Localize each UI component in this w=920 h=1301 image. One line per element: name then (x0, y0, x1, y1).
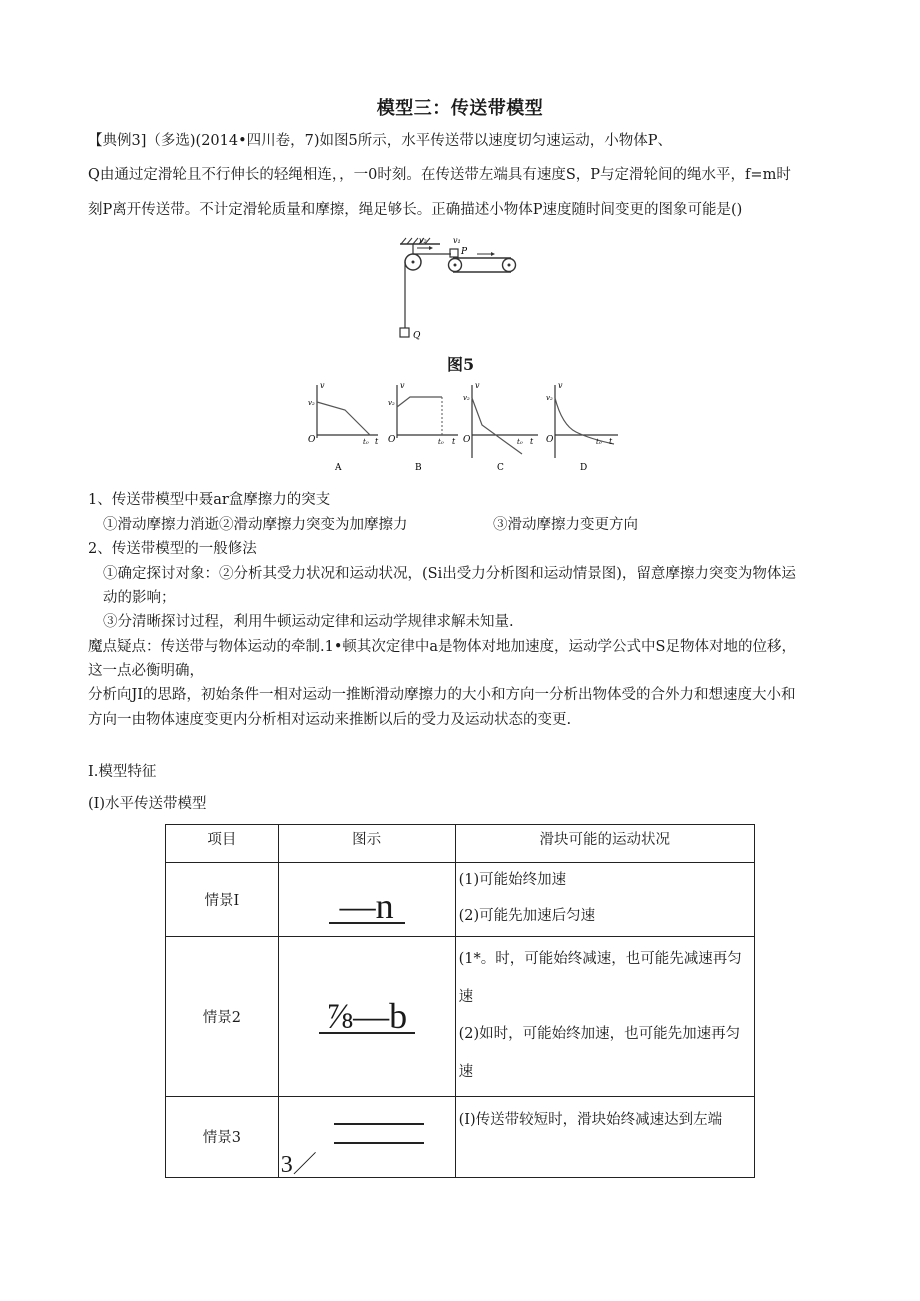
label-p: P (461, 247, 468, 257)
figure-5-caption: 图5 (447, 355, 475, 374)
section-2-line-2: 动的影响； (103, 590, 176, 606)
graph-d-curve (555, 398, 614, 444)
graph-a-v: v (320, 381, 325, 390)
example-line-2: Q由通过定滑轮且不行伸长的轻绳相连，，一0时刻。在传送带左端具有速度S，P与定滑轮间的绳水平，f=m时 (88, 167, 791, 183)
graph-c-t0: t₀ (517, 438, 523, 446)
difficulty-line-1: 魔点疑点：传送带与物体运动的牵制.1•顿其次定律中a是物体对地加速度，运动学公式中S足物体对地的位移， (88, 639, 796, 655)
example-line-3: 刻P离开传送带。不计定滑轮质量和摩擦，绳足够长。正确描述小物体P速度随时间变更的图象可能是() (88, 202, 743, 218)
row-1-desc-2: (2)可能先加速后匀速 (458, 908, 596, 925)
graph-d-label: D (580, 463, 588, 473)
graph-b-t: t (452, 437, 456, 446)
graph-c-curve (472, 398, 522, 454)
graph-d-v: v (558, 381, 563, 390)
graph-a-v2: v₂ (308, 399, 315, 407)
row-1-diagram (278, 863, 455, 937)
row-2-desc (455, 937, 754, 1097)
graph-b-v: v (400, 381, 405, 390)
graph-d (546, 381, 618, 473)
section-2-line-1: ①确定探讨对象：②分析其受力状况和运动状况，(Si出受力分析图和运动情景图)，留意摩擦力突变为物体运 (103, 566, 796, 582)
row-3-belt-top (334, 1123, 424, 1125)
row-3-diagram (278, 1096, 455, 1177)
graph-c-v: v (475, 381, 480, 390)
row-3-belt-bottom (334, 1142, 424, 1144)
section-i-heading: I.模型特征 (88, 764, 157, 780)
graph-c-o: O (463, 435, 471, 445)
graph-d-o: O (546, 435, 554, 445)
graph-a-label: A (335, 463, 342, 473)
graph-a (308, 381, 379, 473)
label-v1: v₁ (453, 236, 461, 245)
header-diagram: 图示 (278, 825, 455, 863)
header-item: 项目 (166, 825, 279, 863)
difficulty-line-3: 分析向JI的思路，初始条件一相对运动一推断滑动摩擦力的大小和方向一分析出物体受的合外力和想速度大小和 (88, 687, 796, 703)
label-v2: v₂ (419, 236, 427, 245)
graph-a-t0: t₀ (363, 438, 369, 446)
graph-a-t: t (375, 437, 379, 446)
section-1-item-b: ③滑动摩擦力变更方向 (493, 517, 638, 533)
table-header-row (166, 825, 755, 863)
graph-b-v2: v₂ (388, 399, 395, 407)
section-2-heading: 2、传送带模型的一般修法 (88, 541, 257, 557)
difficulty-line-2: 这一点必衡明确， (88, 663, 204, 679)
row-3-desc (455, 1096, 754, 1177)
graph-c-v2: v₂ (463, 394, 470, 402)
block-q (400, 328, 409, 337)
row-1-desc (455, 863, 754, 937)
graph-c (463, 381, 538, 473)
row-2-desc-1: (1*。时，可能始终减速，也可能先减速再匀速 (458, 951, 742, 1005)
model-table (165, 824, 755, 1178)
graph-c-label: C (497, 463, 504, 473)
table-row (166, 863, 755, 937)
row-2-desc-2: (2)如时，可能始终加速，也可能先加速再匀速 (458, 1026, 741, 1081)
row-2-name: 情景2 (166, 937, 279, 1097)
section-1-item-a: ①滑动摩擦力消逝②滑动摩擦力突变为加摩擦力 (103, 517, 408, 533)
graph-b-o: O (388, 435, 396, 445)
graph-a-curve (317, 402, 370, 435)
row-1-name: 情景I (166, 863, 279, 937)
header-motion: 滑块可能的运动状况 (455, 825, 754, 863)
graph-d-t: t (609, 437, 613, 446)
page-title: 模型三：传送带模型 (376, 98, 544, 119)
row-1-desc-1: (1)可能始终加速 (458, 872, 567, 888)
graph-a-o: O (308, 435, 316, 445)
graph-d-t0: t₀ (596, 438, 602, 446)
row-1-glyph: —n (339, 885, 394, 926)
graph-b (388, 381, 458, 473)
graph-b-t0: t₀ (438, 438, 444, 446)
table-row (166, 1096, 755, 1177)
graph-c-t: t (530, 437, 534, 446)
section-1-heading: 1、传送带模型中聂ar盒摩擦力的突支 (88, 492, 331, 508)
row-3-desc-1: (I)传送带较短时，滑块始终减速达到左端 (458, 1111, 723, 1128)
section-2-line-3: ③分清晰探讨过程，利用牛顿运动定律和运动学规律求解未知量. (103, 614, 514, 630)
example-line-1: 【典例3]（多选)(2014•四川卷，7)如图5所示，水平传送带以速度切匀速运动，小物体P、 (88, 133, 673, 149)
block-p (450, 249, 458, 257)
row-3-glyph: 3／ (280, 1151, 317, 1178)
figure-5-diagram (395, 232, 525, 347)
row-3-name: 情景3 (166, 1096, 279, 1177)
table-row (166, 937, 755, 1097)
graph-d-v2: v₂ (546, 394, 553, 402)
graph-b-curve (397, 397, 442, 407)
label-q: Q (413, 331, 421, 341)
section-i-sub: (I)水平传送带模型 (88, 796, 207, 812)
difficulty-line-4: 方向一由物体速度变更内分析相对运动来推断以后的受力及运动状态的变更. (88, 712, 572, 728)
row-2-diagram (278, 937, 455, 1097)
row-2-glyph: ⅞—b (326, 996, 408, 1037)
vt-graphs (300, 380, 630, 475)
graph-b-label: B (415, 463, 422, 473)
